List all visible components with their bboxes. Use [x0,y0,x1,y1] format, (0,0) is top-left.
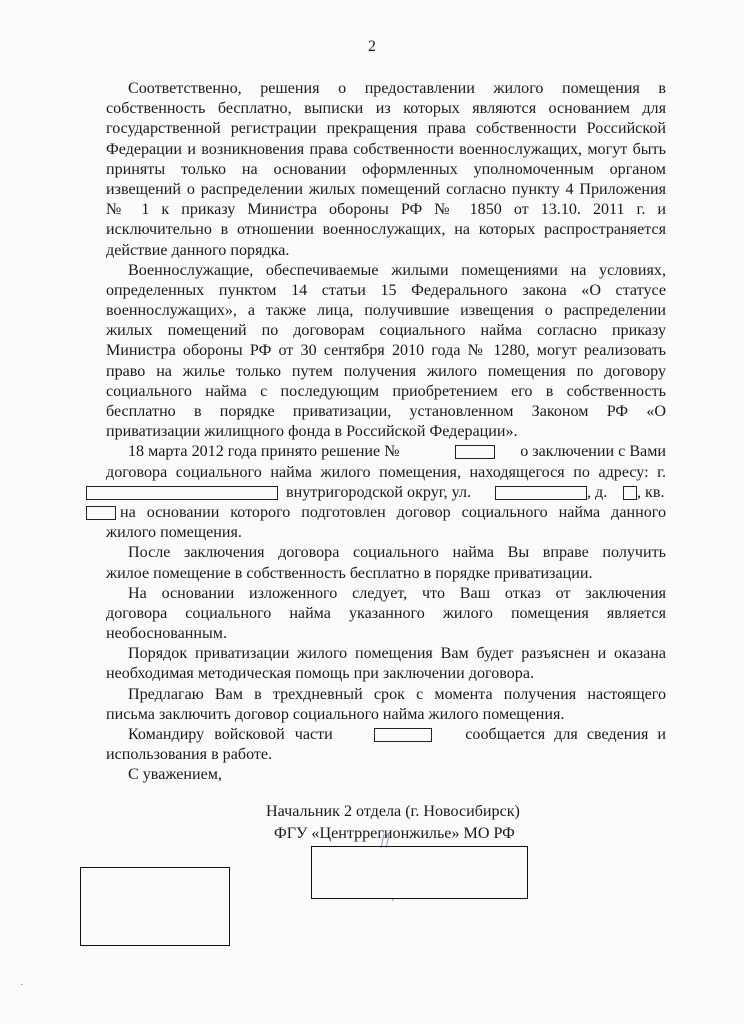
text-line: Федерации и возникновения права собственности военнослужащих, могут быть [106,140,666,158]
text-line: определенных пунктом 14 статьи 15 Федерального закона «О статусе [106,281,666,299]
text-line: Командиру войсковой части [128,726,333,743]
redacted-unit-number [374,728,432,742]
text-line: договора социального найма жилого помещения, находящегося по адресу: г. [106,463,666,481]
scan-speck: ' [392,898,394,909]
text-line: внутригородской округ, ул. [286,483,472,501]
text-line: бесплатно в порядке приватизации, установленном Законом РФ «О [106,403,666,420]
signatory-organization: ФГУ «Центррегионжилье» МО РФ [274,825,515,842]
paragraph-1 [106,79,666,261]
paragraph-3 [106,442,666,543]
text-line: Соответственно, решения о предоставлении жилого помещения в [128,80,666,97]
paragraph-4 [106,543,666,583]
text-line: письма заключить договор социального найма жилого помещения. [106,705,565,723]
text-line: 18 марта 2012 года принято решение № [128,443,400,461]
redacted-city [86,486,278,500]
scan-speck: · [20,980,24,991]
text-line: военнослужащих», а также лица, получившие извещения о распределении [106,302,666,320]
text-line: На основании изложенного следует, что Ваш отказ от заключения [128,584,666,602]
text-line: государственной регистрации прекращения права собственности Российской [106,120,666,138]
text-line: сообщается для сведения и [465,726,666,743]
text-line: использования в работе. [106,746,273,764]
redacted-street [495,486,587,500]
letter-body [106,79,666,765]
text-line: № 1 к приказу Министра обороны РФ № 1850 от 13.10. 2011 г. и [106,201,666,219]
redacted-decision-number [455,445,495,459]
text-line: Порядок приватизации жилого помещения Вам будет разъяснен и оказана [128,645,666,663]
redacted-executor-box [80,867,230,946]
paragraph-5 [106,584,666,645]
signatory-title: Начальник 2 отдела (г. Новосибирск) [266,803,520,820]
text-line: жилое помещение в собственность бесплатно в порядке приватизации. [106,564,593,582]
page-number: 2 [368,38,376,55]
text-line: жилого помещения. [106,524,242,542]
text-line: жилых помещений по договорам социального найма согласно приказу [106,322,666,340]
text-line: исключительно в отношении военнослужащих, на которых распространяется [106,221,666,239]
closing-salutation: С уважением, [128,766,222,783]
redacted-signature-box [311,846,528,899]
text-line: собственность бесплатно, выписки из которых являются основанием для [106,100,666,118]
text-line: Военнослужащие, обеспечиваемые жилыми помещениями на условиях, [128,261,666,279]
text-line: договора социального найма указанного жилого помещения является [106,604,666,622]
paragraph-2 [106,261,666,443]
text-line: социального найма с последующим приобретением его в собственность [106,382,666,400]
text-line: После заключения договора социального найма Вы вправе получить [128,544,666,562]
text-line: приватизации жилищного фонда в Российской Федерации». [106,423,518,441]
paragraph-7 [106,685,666,725]
redacted-house-number [623,486,637,500]
paragraph-6 [106,644,666,684]
text-line: необходимая методическая помощь при заключении договора. [106,665,535,683]
text-line: извещений о распределении жилых помещений согласно пункту 4 Приложения [106,180,666,198]
text-line: Министра обороны РФ от 30 сентября 2010 года № 1280, могут реализовать [106,342,666,360]
text-line: право на жилье только путем получения жилого помещения по договору [106,362,666,380]
text-line: необоснованным. [106,625,228,643]
text-line: , кв. [637,483,665,501]
paragraph-8 [106,725,666,765]
text-line: на основании которого подготовлен договор социального найма данного [120,503,666,521]
text-line: Предлагаю Вам в трехдневный срок с момента получения настоящего [128,685,666,703]
text-line: о заключении с Вами [520,443,666,461]
text-line: , д. [587,483,608,501]
text-line: действие данного порядка. [106,241,290,259]
redacted-flat-number [86,506,116,520]
text-line: приняты только на основании оформленных уполномоченным органом [106,160,666,178]
